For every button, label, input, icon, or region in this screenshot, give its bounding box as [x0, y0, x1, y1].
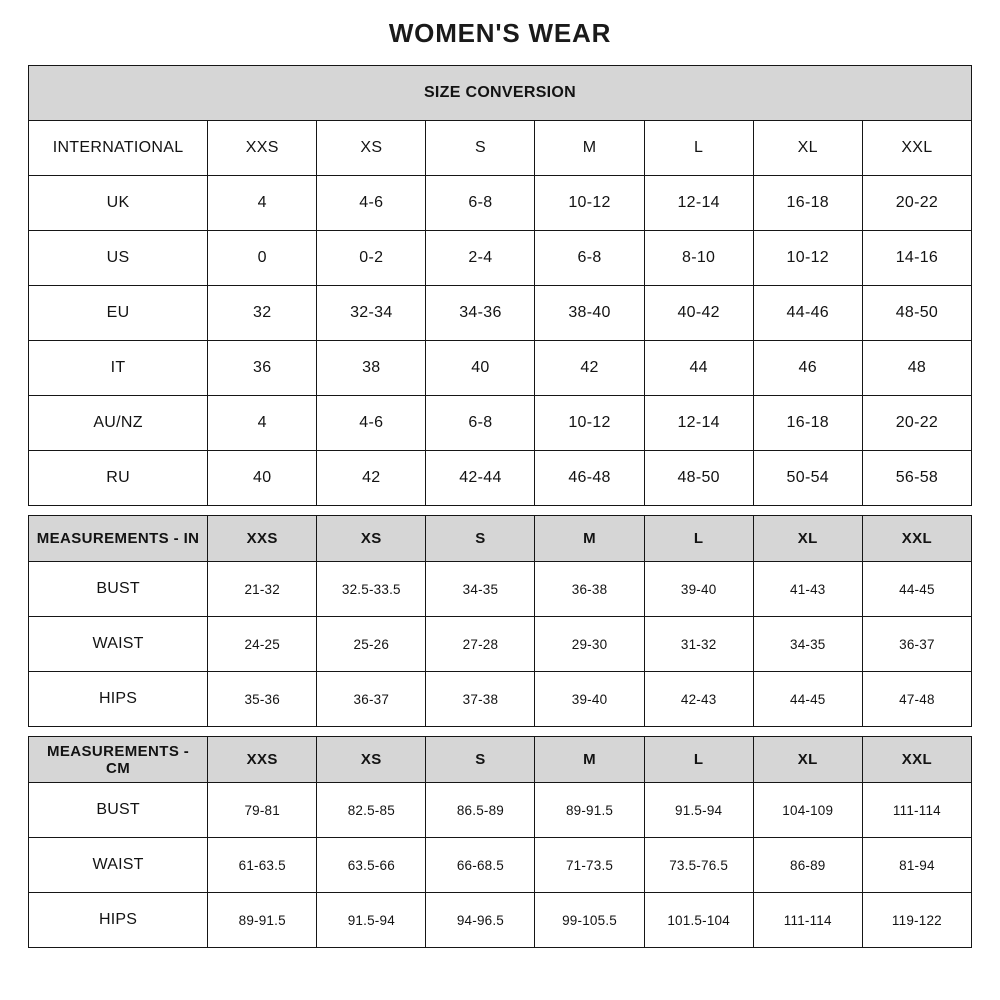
table-row [29, 396, 972, 451]
table-cell: 42 [317, 451, 426, 506]
table-cell: 66-68.5 [426, 838, 535, 893]
table-row [29, 562, 972, 617]
table-cell: 46 [753, 341, 862, 396]
table-row [29, 341, 972, 396]
table-cell: 36-38 [535, 562, 644, 617]
row-label: AU/NZ [29, 396, 208, 451]
column-header: XS [317, 121, 426, 176]
row-label: EU [29, 286, 208, 341]
table-cell: 94-96.5 [426, 893, 535, 948]
table-cell: 16-18 [753, 396, 862, 451]
table-cell: 42 [535, 341, 644, 396]
column-header: XXS [208, 121, 317, 176]
table-cell: 39-40 [535, 672, 644, 727]
table-cell: 82.5-85 [317, 783, 426, 838]
row-label: RU [29, 451, 208, 506]
table-cell: 38 [317, 341, 426, 396]
table-header-row [29, 121, 972, 176]
table-banner: SIZE CONVERSION [29, 66, 972, 121]
table-cell: 89-91.5 [535, 783, 644, 838]
row-label: BUST [29, 562, 208, 617]
table-cell: 2-4 [426, 231, 535, 286]
row-label: WAIST [29, 617, 208, 672]
table-cell: 111-114 [862, 783, 971, 838]
table-cell: 48-50 [862, 286, 971, 341]
table-cell: 6-8 [426, 176, 535, 231]
table-cell: 79-81 [208, 783, 317, 838]
page-title: WOMEN'S WEAR [388, 18, 612, 48]
table-cell: 10-12 [535, 176, 644, 231]
table-cell: 20-22 [862, 396, 971, 451]
table-cell: 29-30 [535, 617, 644, 672]
table-row [29, 286, 972, 341]
column-header: L [644, 737, 753, 783]
column-header: XS [317, 737, 426, 783]
size-conversion-table [28, 65, 972, 506]
table-cell: 4-6 [317, 176, 426, 231]
table-cell: 101.5-104 [644, 893, 753, 948]
table-cell: 12-14 [644, 176, 753, 231]
table-cell: 4 [208, 396, 317, 451]
table-cell: 56-58 [862, 451, 971, 506]
table-cell: 12-14 [644, 396, 753, 451]
table-cell: 42-43 [644, 672, 753, 727]
table-banner-row [29, 66, 972, 121]
table-cell: 41-43 [753, 562, 862, 617]
table-cell: 32-34 [317, 286, 426, 341]
measurements-inches-table [28, 515, 972, 727]
table-cell: 40-42 [644, 286, 753, 341]
table-cell: 46-48 [535, 451, 644, 506]
table-cell: 111-114 [753, 893, 862, 948]
column-header: XS [317, 516, 426, 562]
table-cell: 20-22 [862, 176, 971, 231]
table-cell: 31-32 [644, 617, 753, 672]
column-header: XXL [862, 737, 971, 783]
column-header: XL [753, 737, 862, 783]
table-cell: 104-109 [753, 783, 862, 838]
row-label: HIPS [29, 672, 208, 727]
table-cell: 24-25 [208, 617, 317, 672]
table-cell: 50-54 [753, 451, 862, 506]
table-cell: 0 [208, 231, 317, 286]
table-cell: 34-36 [426, 286, 535, 341]
table-cell: 34-35 [426, 562, 535, 617]
measurements-cm-table [28, 736, 972, 948]
column-header: S [426, 121, 535, 176]
table-cell: 44 [644, 341, 753, 396]
table-cell: 6-8 [535, 231, 644, 286]
table-row [29, 451, 972, 506]
table-cell: 6-8 [426, 396, 535, 451]
table-header-row [29, 516, 972, 562]
table-cell: 42-44 [426, 451, 535, 506]
table-cell: 63.5-66 [317, 838, 426, 893]
table-cell: 25-26 [317, 617, 426, 672]
table-cell: 91.5-94 [644, 783, 753, 838]
column-header: M [535, 516, 644, 562]
table-row [29, 176, 972, 231]
table-cell: 36 [208, 341, 317, 396]
column-header: XXL [862, 516, 971, 562]
column-header: S [426, 737, 535, 783]
table-cell: 89-91.5 [208, 893, 317, 948]
table-cell: 91.5-94 [317, 893, 426, 948]
row-label: WAIST [29, 838, 208, 893]
table-cell: 27-28 [426, 617, 535, 672]
column-header: XL [753, 121, 862, 176]
table-cell: 32.5-33.5 [317, 562, 426, 617]
table-cell: 10-12 [535, 396, 644, 451]
row-label: IT [29, 341, 208, 396]
table-cell: 34-35 [753, 617, 862, 672]
table-row [29, 672, 972, 727]
table-cell: 44-45 [753, 672, 862, 727]
table-cell: 44-46 [753, 286, 862, 341]
table-cell: 8-10 [644, 231, 753, 286]
row-label: HIPS [29, 893, 208, 948]
table-cell: 21-32 [208, 562, 317, 617]
table-cell: 61-63.5 [208, 838, 317, 893]
table-cell: 48 [862, 341, 971, 396]
table-cell: 119-122 [862, 893, 971, 948]
table-cell: 0-2 [317, 231, 426, 286]
table-cell: 99-105.5 [535, 893, 644, 948]
table-cell: 4 [208, 176, 317, 231]
table-cell: 86.5-89 [426, 783, 535, 838]
table-cell: 71-73.5 [535, 838, 644, 893]
table-row [29, 838, 972, 893]
column-header: M [535, 737, 644, 783]
table-cell: 39-40 [644, 562, 753, 617]
table-header-row [29, 737, 972, 783]
column-header: INTERNATIONAL [29, 121, 208, 176]
table-cell: 40 [208, 451, 317, 506]
column-header: MEASUREMENTS - IN [29, 516, 208, 562]
table-cell: 86-89 [753, 838, 862, 893]
table-row [29, 783, 972, 838]
column-header: S [426, 516, 535, 562]
table-cell: 48-50 [644, 451, 753, 506]
table-cell: 35-36 [208, 672, 317, 727]
column-header: L [644, 516, 753, 562]
row-label: US [29, 231, 208, 286]
table-cell: 44-45 [862, 562, 971, 617]
table-cell: 36-37 [317, 672, 426, 727]
table-cell: 4-6 [317, 396, 426, 451]
column-header: MEASUREMENTS - CM [29, 737, 208, 783]
table-cell: 32 [208, 286, 317, 341]
table-cell: 16-18 [753, 176, 862, 231]
table-row [29, 617, 972, 672]
table-cell: 47-48 [862, 672, 971, 727]
table-cell: 37-38 [426, 672, 535, 727]
table-row [29, 893, 972, 948]
table-cell: 10-12 [753, 231, 862, 286]
column-header: XXS [208, 516, 317, 562]
column-header: XL [753, 516, 862, 562]
column-header: L [644, 121, 753, 176]
table-cell: 81-94 [862, 838, 971, 893]
column-header: XXS [208, 737, 317, 783]
table-cell: 73.5-76.5 [644, 838, 753, 893]
table-row [29, 231, 972, 286]
table-cell: 36-37 [862, 617, 971, 672]
table-cell: 40 [426, 341, 535, 396]
table-cell: 14-16 [862, 231, 971, 286]
column-header: XXL [862, 121, 971, 176]
row-label: UK [29, 176, 208, 231]
table-cell: 38-40 [535, 286, 644, 341]
column-header: M [535, 121, 644, 176]
row-label: BUST [29, 783, 208, 838]
